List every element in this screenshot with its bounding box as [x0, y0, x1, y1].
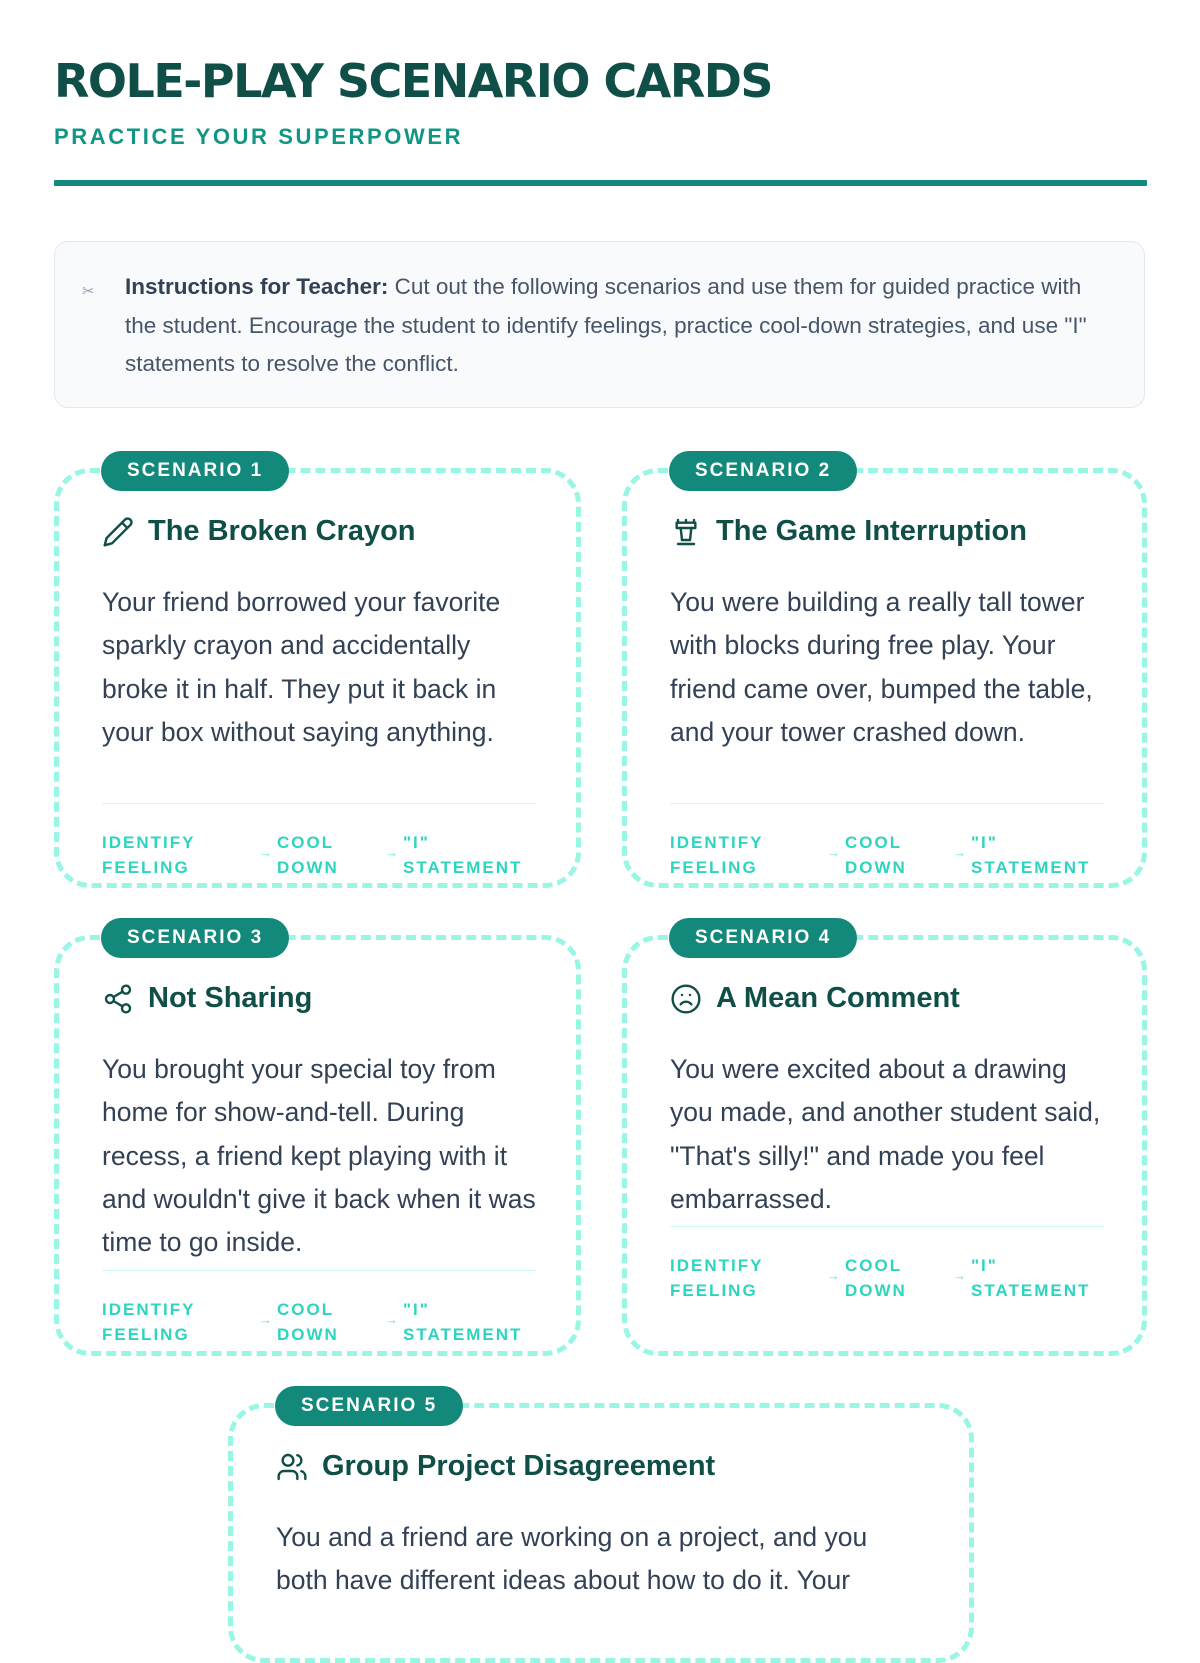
steps-row	[670, 1226, 1104, 1300]
scenario-title: The Game Interruption	[716, 515, 1027, 547]
steps-row	[670, 803, 1104, 877]
scenario-card-4	[622, 927, 1147, 1356]
step-cool-down: COOL DOWN	[845, 833, 907, 877]
page-subtitle: PRACTICE YOUR SUPERPOWER	[54, 124, 464, 149]
step-identify-feeling: IDENTIFY FEELING	[102, 833, 196, 877]
arrow-right-icon: →	[259, 845, 272, 860]
tower-icon	[670, 516, 702, 548]
scenario-badge: SCENARIO 3	[101, 918, 289, 958]
teacher-instructions-box	[54, 241, 1145, 408]
scenario-badge: SCENARIO 1	[101, 451, 289, 491]
scenario-card-5	[228, 1395, 974, 1663]
share-icon	[102, 983, 134, 1015]
step-i-statement: "I" STATEMENT	[971, 1256, 1091, 1300]
scenario-badge: SCENARIO 5	[275, 1386, 463, 1426]
arrow-right-icon: →	[953, 845, 966, 860]
scenario-description: You and a friend are working on a project, and you both have different ideas about how to do it. Your	[276, 1522, 868, 1596]
step-identify-feeling: IDENTIFY FEELING	[102, 1300, 196, 1344]
scenario-description: You were excited about a drawing you made, and another student said, "That's silly!" and made you feel embarrassed.	[670, 1054, 1101, 1214]
step-identify-feeling: IDENTIFY FEELING	[670, 1256, 764, 1300]
step-cool-down: COOL DOWN	[277, 1300, 339, 1344]
step-cool-down: COOL DOWN	[845, 1256, 907, 1300]
pencil-icon	[102, 516, 134, 548]
scenario-description: You brought your special toy from home for show-and-tell. During recess, a friend kept playing with it and wouldn't give it back when it was time to go inside.	[102, 1054, 536, 1258]
scenario-description: You were building a really tall tower with blocks during free play. Your friend came over, bumped the table, and your tower crashed down.	[670, 587, 1093, 747]
scenario-title: The Broken Crayon	[148, 515, 416, 547]
scenario-title: Group Project Disagreement	[322, 1450, 716, 1482]
arrow-right-icon: →	[259, 1312, 272, 1327]
instructions-body: Cut out the following scenarios and use them for guided practice with the student. Encourage the student to identify feelings, practice cool-down strategies, and use "I" statements to resolve the conflict.	[125, 274, 1087, 376]
step-cool-down: COOL DOWN	[277, 833, 339, 877]
step-i-statement: "I" STATEMENT	[971, 833, 1091, 877]
scenario-card-1	[54, 460, 581, 888]
scenario-card-2	[622, 460, 1147, 888]
step-identify-feeling: IDENTIFY FEELING	[670, 833, 764, 877]
arrow-right-icon: →	[953, 1268, 966, 1283]
steps-row	[102, 1270, 536, 1344]
scenario-badge: SCENARIO 4	[669, 918, 857, 958]
scenario-title: A Mean Comment	[716, 982, 960, 1014]
instructions-label: Instructions for Teacher:	[125, 274, 389, 299]
header-divider	[54, 180, 1147, 186]
arrow-right-icon: →	[827, 1268, 840, 1283]
scenario-title: Not Sharing	[148, 982, 313, 1014]
scenario-description: Your friend borrowed your favorite sparkly crayon and accidentally broke it in half. They put it back in your box without saying anything.	[102, 587, 501, 747]
arrow-right-icon: →	[385, 1312, 398, 1327]
instructions-text	[125, 268, 1115, 384]
users-icon	[276, 1451, 308, 1483]
scissors-icon: ✂	[82, 283, 95, 300]
steps-row	[102, 803, 536, 877]
step-i-statement: "I" STATEMENT	[403, 833, 523, 877]
step-i-statement: "I" STATEMENT	[403, 1300, 523, 1344]
arrow-right-icon: →	[827, 845, 840, 860]
scenario-badge: SCENARIO 2	[669, 451, 857, 491]
arrow-right-icon: →	[385, 845, 398, 860]
scenario-card-3	[54, 927, 581, 1356]
sad-face-icon	[670, 983, 702, 1015]
page-title: ROLE-PLAY SCENARIO CARDS	[54, 54, 773, 108]
